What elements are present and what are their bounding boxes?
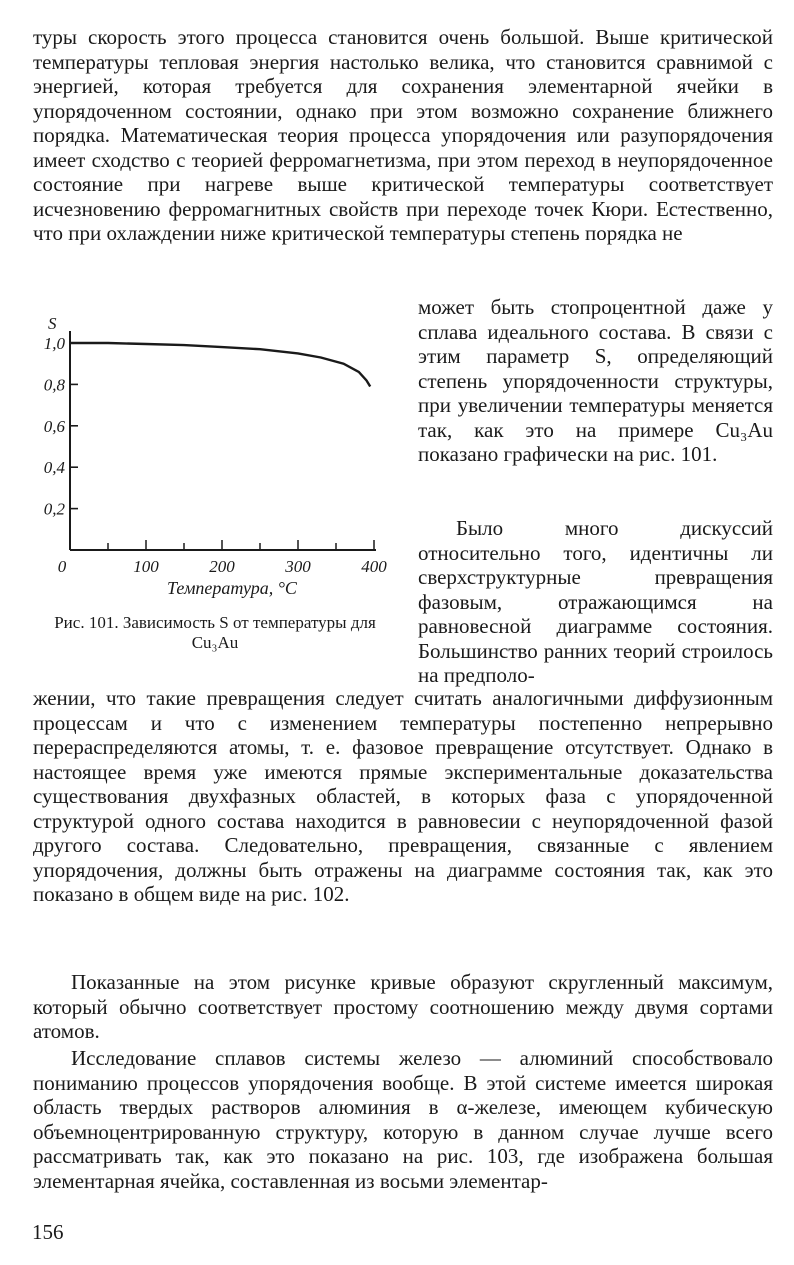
page-number: 156 — [32, 1220, 64, 1244]
paragraph-1: туры скорость этого процесса становится очень большой. Выше критической температуры тепловая энергия настолько велика, что становится сравнимой с энергией, которая требуется для сохранения элементарной ячейки в упорядоченном состоянии, однако при этом возможно сохранение ближнего порядка. Математическая теория процесса упорядочения или разупорядочения имеет сходство с теорией ферромагнетизма, при этом переход в неупорядоченное состояние при нагреве выше критической температуры соответствует исчезновению ферромагнитных свойств при переходе точек Кюри. Естественно, что при охлаждении ниже критической температуры степень порядка не — [33, 25, 773, 245]
paragraph-4: Исследование сплавов системы железо — алюминий способствовало пониманию процессов упорядочения вообще. В этой системе имеется широкая область твердых растворов алюминия в α-железе, имеющем кубическую объемноцентрированную структуру, которую в данном случае лучше всего рассматривать так, как это показано на рис. 103, где изображена большая элементарная ячейка, составленная из восьми элементар- — [33, 1046, 773, 1193]
y-tick-label: 1,0 — [43, 334, 65, 353]
paragraph-1-continued: может быть стопроцентной даже у сплава идеального состава. В связи с этим параметр S, определяющий степень упорядоченности структуры, при увеличении температуры меняется так, как это на примере Cu₃Au показано графически на рис. 101. — [418, 295, 773, 466]
y-tick-label: 0,4 — [43, 458, 65, 478]
paragraph-2: Было много дискуссий относительно того, идентичны ли сверхструктурные превращения фазовым, отражающимся на равновесной диаграмме состояния. Большинство ранних теорий строилось на предполо- — [418, 516, 773, 687]
paragraph-3: Показанные на этом рисунке кривые образуют скругленный максимум, который обычно соответствует простому соотношению между двумя сортами атомов. — [33, 970, 773, 1043]
x-tick-label: 400 — [361, 557, 387, 576]
y-tick-label: 0,2 — [43, 499, 65, 519]
y-tick-label: 0,6 — [43, 416, 65, 436]
figure-101 — [30, 305, 400, 675]
x-tick-label: 100 — [133, 557, 159, 576]
figure-caption: Рис. 101. Зависимость S от температуры для Cu₃Au — [54, 613, 376, 652]
x-axis-label: Температура, °С — [167, 578, 297, 598]
chart-s-vs-temperature — [30, 305, 400, 605]
x-tick-label: 300 — [285, 557, 311, 576]
series-line — [70, 343, 370, 387]
y-axis-label: S — [48, 314, 57, 333]
x-tick-label: 200 — [209, 557, 235, 576]
y-tick-label: 0,8 — [43, 375, 65, 395]
paragraph-2-continued: жении, что такие превращения следует считать аналогичными диффузионным процессам и что с изменением температуры постепенно непрерывно перераспределяются атомы, т. е. фазовое превращение отсутствует. Однако в настоящее время уже имеются прямые экспериментальные доказательства существования двухфазных областей, в которых фаза с упорядоченной структурой одного состава находится в равновесии с неупорядоченной фазой другого состава. Следовательно, превращения, связанные с явлением упорядочения, должны быть отражены на диаграмме состояния так, как это показано в общем виде на рис. 102. — [33, 686, 773, 906]
x-tick-label: 0 — [57, 557, 67, 576]
